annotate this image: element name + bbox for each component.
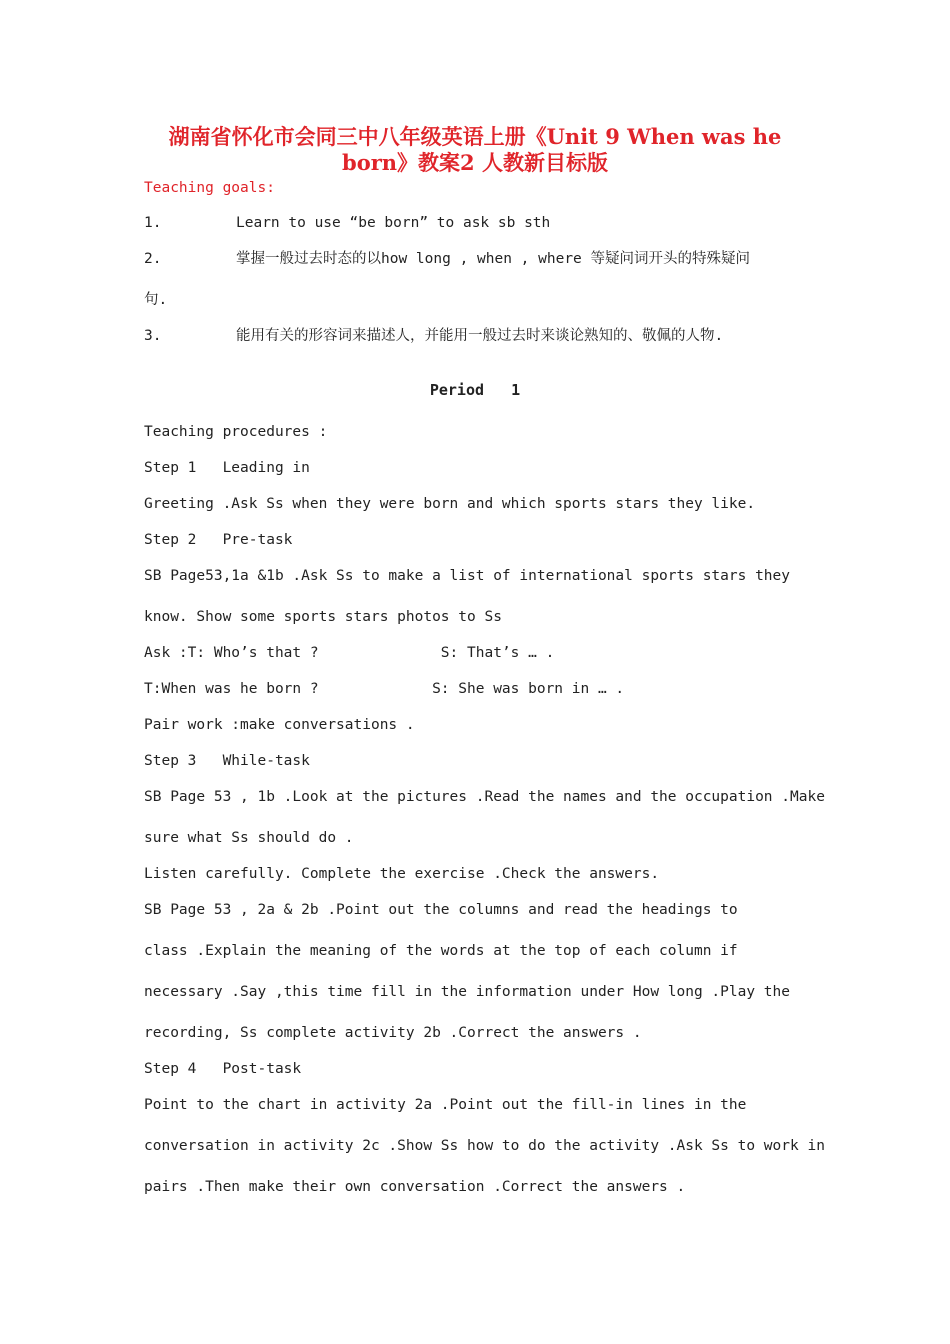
goal-2-number: 2.	[144, 251, 162, 267]
pair-work-text: Pair work :make conversations .	[144, 717, 415, 733]
goal-1-number: 1.	[144, 215, 162, 231]
step-4-heading: Step 4 Post-task	[144, 1061, 302, 1077]
step-3-text-line-1: SB Page 53 , 1b .Look at the pictures .Read the names and the occupation .Make	[144, 789, 825, 805]
step-1-text: Greeting .Ask Ss when they were born and which sports stars they like.	[144, 496, 756, 512]
step-3-heading: Step 3 While-task	[144, 753, 310, 769]
step-4-text-line-2: conversation in activity 2c .Show Ss how to do the activity .Ask Ss to work in	[144, 1138, 825, 1154]
document-title-line-1: 湖南省怀化市会同三中八年级英语上册《Unit 9 When was he	[168, 124, 782, 149]
dialogue-line-2: T:When was he born ? S: She was born in … .	[144, 681, 625, 697]
goal-3-text: 能用有关的形容词来描述人，并能用一般过去时来谈论熟知的、敬佩的人物.	[236, 328, 724, 344]
step-3-text-line-3: Listen carefully. Complete the exercise .Check the answers.	[144, 866, 660, 882]
step-4-text-line-1: Point to the chart in activity 2a .Point out the fill-in lines in the	[144, 1097, 747, 1113]
goal-2-text: 掌握一般过去时态的以how long , when , where 等疑问词开头的特殊疑问	[236, 251, 751, 267]
step-3-text-line-7: recording, Ss complete activity 2b .Correct the answers .	[144, 1025, 642, 1041]
step-3-text-line-5: class .Explain the meaning of the words at the top of each column if	[144, 943, 738, 959]
dialogue-line-1: Ask :T: Who’s that ? S: That’s … .	[144, 645, 555, 661]
procedures-heading: Teaching procedures :	[144, 424, 328, 440]
goal-1-text: Learn to use “be born” to ask sb sth	[236, 215, 551, 231]
step-1-heading: Step 1 Leading in	[144, 460, 310, 476]
step-2-text-line-2: know. Show some sports stars photos to Ss	[144, 609, 502, 625]
document-title-line-2: born》教案2 人教新目标版	[342, 150, 608, 175]
step-3-text-line-2: sure what Ss should do .	[144, 830, 354, 846]
step-3-text-line-4: SB Page 53 , 2a & 2b .Point out the columns and read the headings to	[144, 902, 738, 918]
step-4-text-line-3: pairs .Then make their own conversation .Correct the answers .	[144, 1179, 686, 1195]
step-2-heading: Step 2 Pre-task	[144, 532, 293, 548]
step-2-text-line-1: SB Page53,1a &1b .Ask Ss to make a list of international sports stars they	[144, 568, 791, 584]
goal-2-continuation: 句.	[144, 292, 168, 308]
teaching-goals-label: Teaching goals:	[144, 180, 275, 196]
step-3-text-line-6: necessary .Say ,this time fill in the information under How long .Play the	[144, 984, 791, 1000]
period-heading: Period 1	[429, 381, 521, 399]
goal-3-number: 3.	[144, 328, 162, 344]
